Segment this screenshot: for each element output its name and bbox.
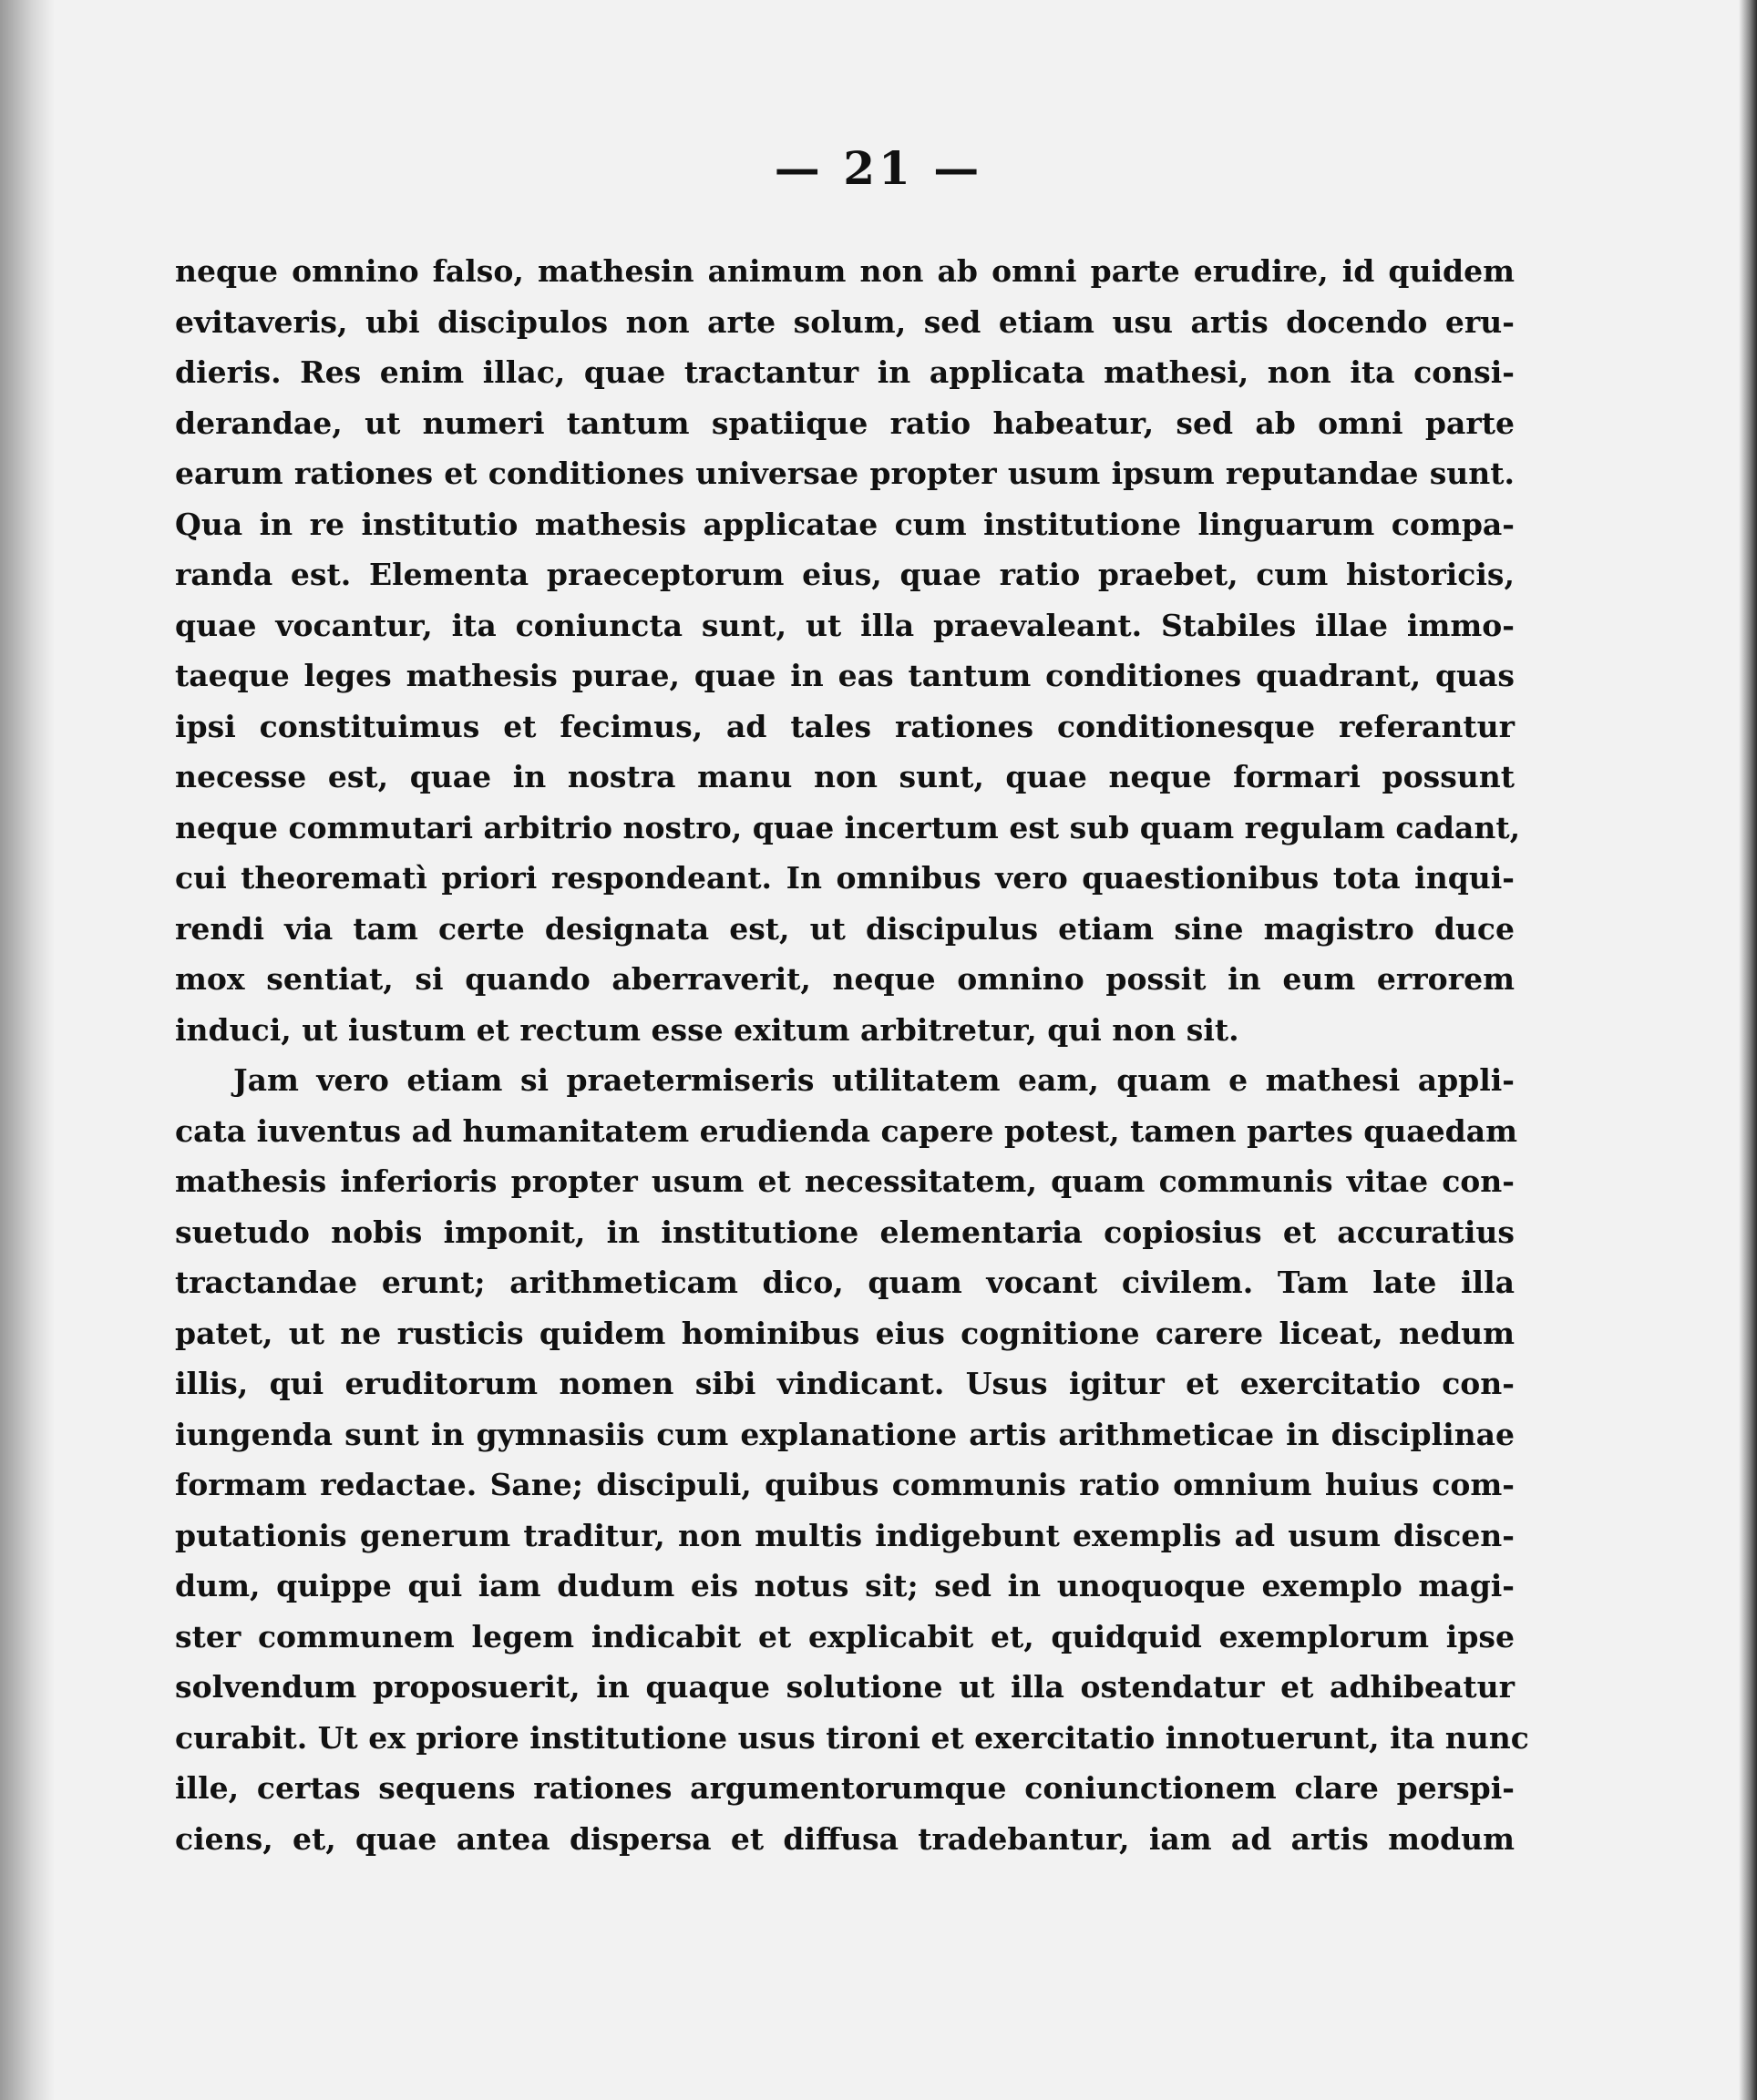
text-line: ipsi constituimus et fecimus, ad tales rationes conditionesque referantur	[175, 708, 1515, 744]
text-line: evitaveris, ubi discipulos non arte solum, sed etiam usu artis docendo eru-	[175, 303, 1515, 340]
text-line: rendi via tam certe designata est, ut discipulus etiam sine magistro duce	[175, 910, 1515, 947]
text-line: putationis generum traditur, non multis indigebunt exemplis ad usum discen-	[175, 1517, 1515, 1553]
text-line: tractandae erunt; arithmeticam dico, quam vocant civilem. Tam late illa	[175, 1265, 1515, 1300]
text-line: iungenda sunt in gymnasiis cum explanatione artis arithmeticae in disciplinae	[175, 1416, 1515, 1452]
text-line: illis, qui eruditorum nomen sibi vindicant. Usus igitur et exercitatio con-	[175, 1366, 1515, 1401]
gutter-shadow	[0, 0, 55, 2100]
text-line: randa est. Elementa praeceptorum eius, quae ratio praebet, cum historicis,	[175, 557, 1515, 592]
text-line: formam redactae. Sane; discipuli, quibus communis ratio omnium huius com-	[175, 1467, 1515, 1502]
text-line: neque omnino falso, mathesin animum non ab omni parte erudire, id quidem	[175, 253, 1515, 289]
text-line: curabit. Ut ex priore institutione usus tironi et exercitatio innotuerunt, ita nunc	[175, 1719, 1529, 1756]
page-number: — 21 —	[774, 141, 983, 195]
text-line: necesse est, quae in nostra manu non sunt, quae neque formari possunt	[175, 759, 1515, 794]
text-line: Qua in re institutio mathesis applicatae cum institutione linguarum compa-	[175, 506, 1515, 542]
text-line: dum, quippe qui iam dudum eis notus sit; sed in unoquoque exemplo magi-	[175, 1568, 1515, 1603]
text-line: suetudo nobis imponit, in institutione elementaria copiosius et accuratius	[175, 1214, 1515, 1250]
text-line: ciens, et, quae antea dispersa et diffusa tradebantur, iam ad artis modum	[175, 1820, 1515, 1857]
text-line: mox sentiat, si quando aberraverit, neque omnino possit in eum errorem	[175, 961, 1515, 997]
text-line: dieris. Res enim illac, quae tractantur in applicata mathesi, non ita consi-	[175, 354, 1515, 390]
text-line: quae vocantur, ita coniuncta sunt, ut illa praevaleant. Stabiles illae immo-	[175, 607, 1515, 643]
text-line: patet, ut ne rusticis quidem hominibus eius cognitione carere liceat, nedum	[175, 1315, 1515, 1351]
text-line: ille, certas sequens rationes argumentorumque coniunctionem clare perspi-	[175, 1770, 1515, 1806]
text-line: mathesis inferioris propter usum et necessitatem, quam communis vitae con-	[175, 1163, 1515, 1199]
text-line: induci, ut iustum et rectum esse exitum arbitretur, qui non sit.	[175, 1011, 1239, 1048]
paragraph-2	[175, 1055, 1529, 1864]
body-text	[175, 246, 1529, 1864]
text-line: cata iuventus ad humanitatem erudienda capere potest, tamen partes quaedam	[175, 1112, 1518, 1149]
text-line: earum rationes et conditiones universae propter usum ipsum reputandae sunt.	[175, 456, 1515, 491]
text-line: solvendum proposuerit, in quaque solutione ut illa ostendatur et adhibeatur	[175, 1669, 1515, 1705]
text-line: cui theorematì priori respondeant. In omnibus vero quaestionibus tota inqui-	[175, 860, 1515, 896]
page-edge-shadow	[1739, 0, 1757, 2100]
text-line: Jam vero etiam si praetermiseris utilitatem eam, quam e mathesi appli-	[233, 1062, 1515, 1098]
text-line: ster communem legem indicabit et explicabit et, quidquid exemplorum ipse	[175, 1618, 1515, 1654]
text-line: derandae, ut numeri tantum spatiique ratio habeatur, sed ab omni parte	[175, 405, 1515, 441]
paragraph-1	[175, 246, 1521, 1055]
text-line: taeque leges mathesis purae, quae in eas tantum conditiones quadrant, quas	[175, 658, 1515, 693]
text-line: neque commutari arbitrio nostro, quae incertum est sub quam regulam cadant,	[175, 809, 1521, 845]
